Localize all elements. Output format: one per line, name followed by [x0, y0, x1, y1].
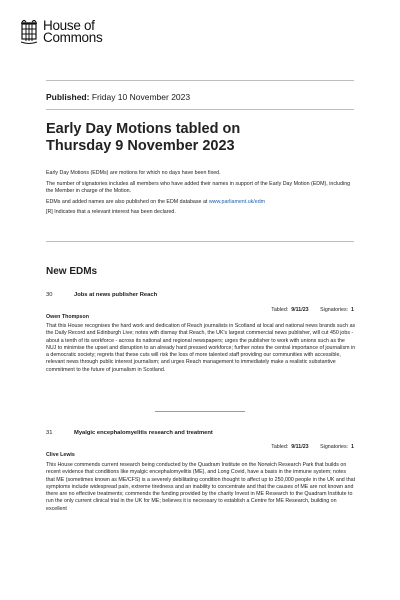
published-label: Published: — [46, 92, 90, 102]
portcullis-icon — [20, 20, 38, 44]
motion-title: Jobs at news publisher Reach — [74, 292, 158, 298]
motion-text: That this House recognises the hard work and dedication of Reach journalists in Scotland at local and national news brands such as the Daily Record and Edinburgh Live; notes with dismay that Reach, the UK's largest commercial news publisher, will cut 450 jobs - about a tenth of its workforce - across its national and regional newspapers; urges the publisher to work with unions such as the NUJ to minimise the upset and disruption to an already hard pressed workforce; further notes the central importance of journalism in a democratic society; regrets that these cuts will risk the loss of more talented staff providing our communities with accessible, relevant news through public interest journalism; and urges Reach management to immediately make a realistic substantive commitment to the future of journalism in Scotland. — [46, 323, 356, 373]
signatories-count: 1 — [351, 307, 354, 313]
house-of-commons-logo — [20, 20, 102, 44]
tabled-date: 9/11/23 — [291, 444, 309, 450]
motion-number: 31 — [46, 430, 53, 436]
motion-heading — [46, 430, 356, 436]
logo-wordmark — [43, 20, 102, 44]
motion-sponsor: Clive Lewis — [46, 452, 75, 458]
intro-divider — [46, 241, 354, 242]
signatories-label: Signatories: — [320, 307, 349, 313]
page-title-line-1: Early Day Motions tabled on — [46, 121, 241, 137]
header-divider — [46, 80, 354, 81]
tabled-date: 9/11/23 — [291, 307, 309, 313]
intro-paragraph-2: The number of signatories includes all members who have added their names in support of the Early Day Motion (EDM), including the Member in charge of the Motion. — [46, 180, 351, 194]
intro-notes — [46, 170, 358, 220]
published-date: Friday 10 November 2023 — [91, 92, 191, 102]
motion-text: This House commends current research being conducted by the Quadram Institute on the Norwich Research Park that builds on recent evidence that conditions like myalgic encephalomyelitis (ME), and Long Covid, have a basis in the immune system; notes that ME (sometimes known as ME/CFS) is a severely debilitating condition thought to affect up to 250,000 people in the UK and that symptoms include widespread pain, extreme tiredness and an inability to concentrate and that the causes of ME are not known and there are no effective treatments; commends the funding provided by the charity Invest in ME Research to the Quadram Institute to run the only current clinical trial in the UK for ME; believes it is necessary to establish a Centre for ME Research, building on excellent — [46, 462, 356, 512]
logo-line-1: House of — [43, 18, 95, 33]
page-title-line-2: Thursday 9 November 2023 — [46, 138, 235, 154]
published-line — [46, 92, 190, 102]
motion-title: Myalgic encephalomyelitis research and treatment — [74, 430, 213, 436]
motion-separator — [155, 411, 245, 412]
motion-number: 30 — [46, 292, 53, 298]
published-divider — [46, 109, 354, 110]
intro-paragraph-3-text: EDMs and added names are also published on the EDM database at — [46, 198, 209, 205]
signatories-label: Signatories: — [320, 444, 349, 450]
section-heading-new-edms: New EDMs — [46, 266, 98, 277]
motion-meta — [271, 307, 354, 313]
intro-paragraph-3 — [46, 199, 358, 206]
motion-meta — [271, 444, 354, 450]
intro-paragraph-1: Early Day Motions (EDMs) are motions for which no days have been fixed. — [46, 170, 221, 176]
page-title — [46, 121, 356, 155]
logo-line-2: Commons — [43, 30, 103, 45]
tabled-label: Tabled: — [271, 307, 289, 313]
intro-paragraph-4: [R] Indicates that a relevant interest has been declared. — [46, 209, 176, 216]
tabled-label: Tabled: — [271, 444, 289, 450]
edm-database-link[interactable]: www.parliament.uk/edm — [208, 198, 266, 205]
motion-sponsor: Owen Thompson — [46, 314, 89, 320]
motion-heading — [46, 292, 356, 298]
signatories-count: 1 — [351, 444, 354, 450]
